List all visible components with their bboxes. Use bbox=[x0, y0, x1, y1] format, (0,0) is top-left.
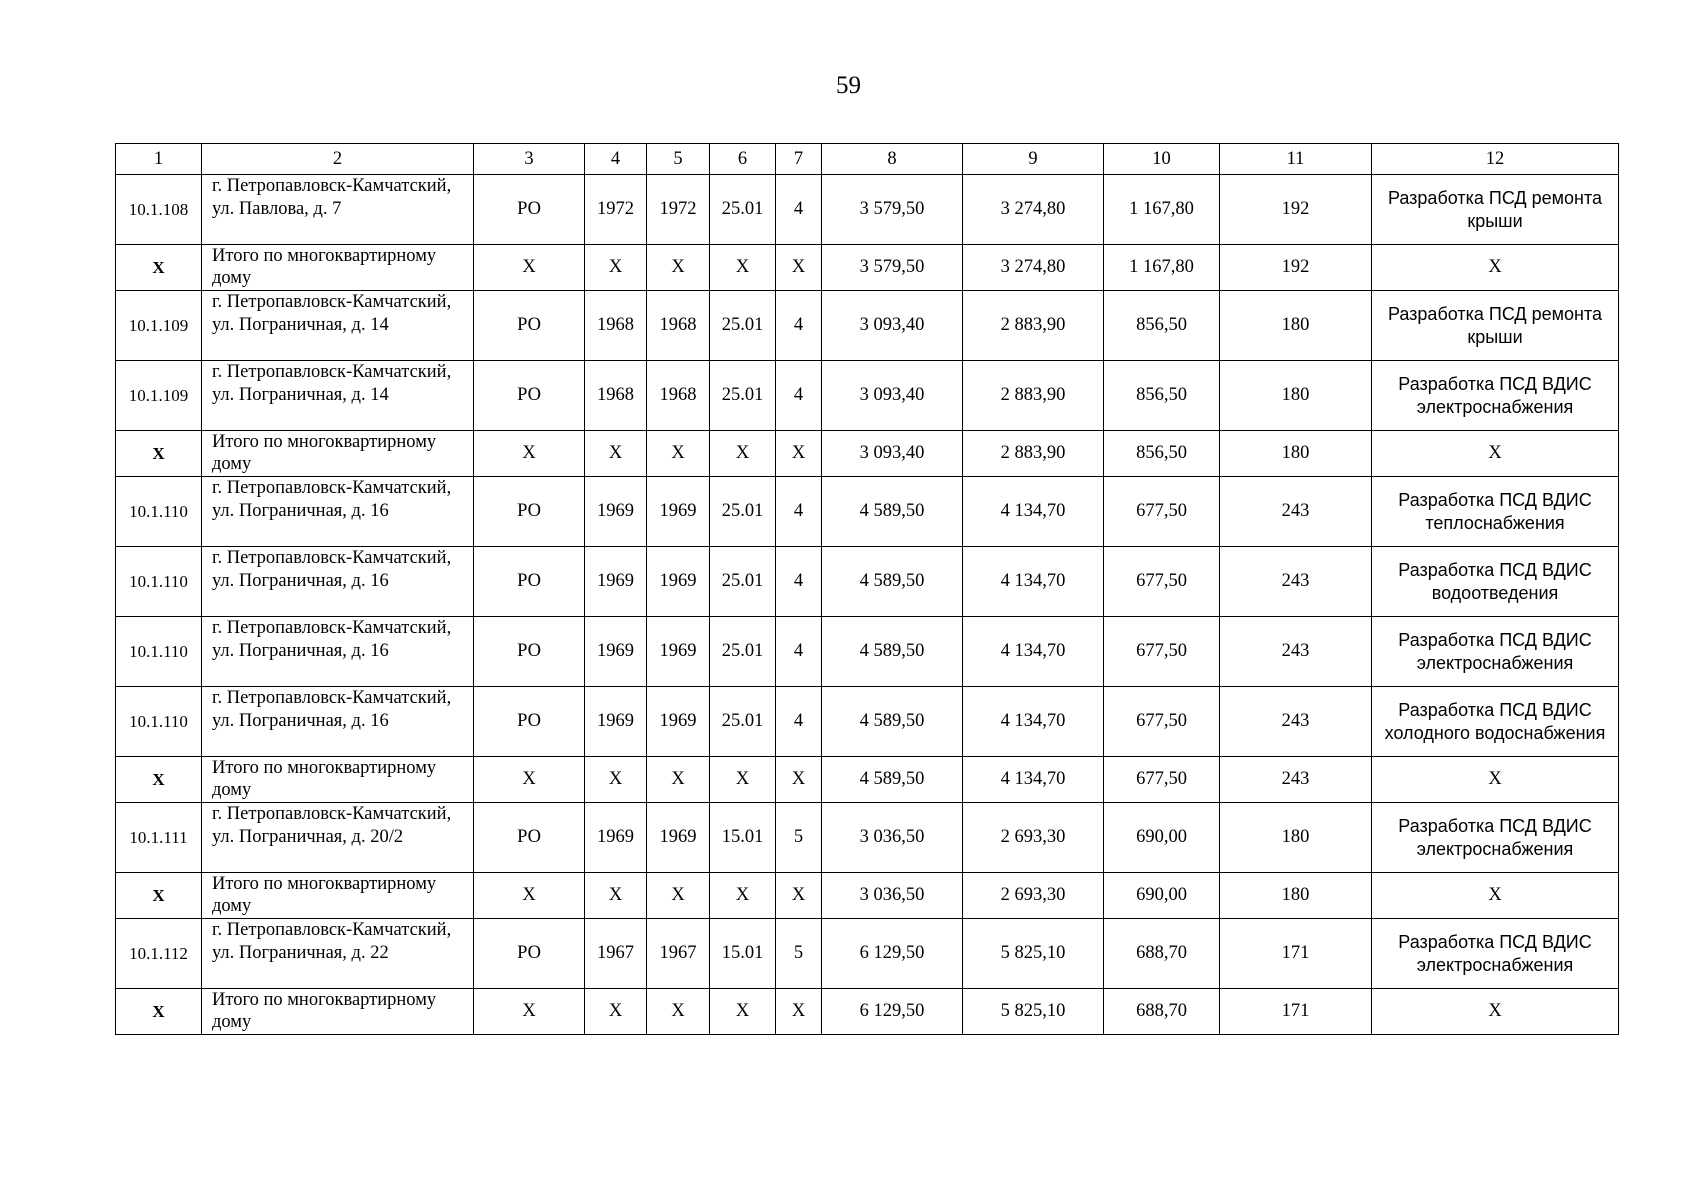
item-number-cell: 10.1.110 bbox=[116, 547, 202, 617]
year-built-cell: 1969 bbox=[585, 617, 647, 687]
table-row bbox=[116, 687, 1619, 757]
address-cell: г. Петропавловск-Камчатский, ул. Пограничная, д. 14 bbox=[202, 361, 474, 431]
year-built-cell: X bbox=[585, 989, 647, 1035]
address-cell: г. Петропавловск-Камчатский, ул. Пограничная, д. 20/2 bbox=[202, 803, 474, 873]
year-commissioned-cell: 1969 bbox=[647, 547, 710, 617]
floors-cell: 4 bbox=[776, 477, 822, 547]
nonresidential-area-cell: 677,50 bbox=[1104, 547, 1220, 617]
residential-area-cell: 5 825,10 bbox=[963, 989, 1104, 1035]
item-number-cell: X bbox=[116, 989, 202, 1035]
floors-cell: X bbox=[776, 757, 822, 803]
work-type-cell: Разработка ПСД ВДИС холодного водоснабжения bbox=[1372, 687, 1619, 757]
wall-material-cell: X bbox=[710, 431, 776, 477]
residential-area-cell: 2 693,30 bbox=[963, 873, 1104, 919]
total-area-cell: 4 589,50 bbox=[822, 617, 963, 687]
floors-cell: X bbox=[776, 431, 822, 477]
year-commissioned-cell: 1968 bbox=[647, 291, 710, 361]
work-type-cell: X bbox=[1372, 431, 1619, 477]
item-number-cell: X bbox=[116, 757, 202, 803]
address-cell: г. Петропавловск-Камчатский, ул. Пограничная, д. 16 bbox=[202, 547, 474, 617]
floors-cell: 5 bbox=[776, 919, 822, 989]
address-cell: г. Петропавловск-Камчатский, ул. Пограничная, д. 16 bbox=[202, 617, 474, 687]
wall-material-cell: 25.01 bbox=[710, 477, 776, 547]
year-built-cell: 1968 bbox=[585, 361, 647, 431]
year-built-cell: X bbox=[585, 245, 647, 291]
work-type-cell: Разработка ПСД ВДИС теплоснабжения bbox=[1372, 477, 1619, 547]
work-type-cell: Разработка ПСД ремонта крыши bbox=[1372, 175, 1619, 245]
item-number-cell: X bbox=[116, 873, 202, 919]
table-row bbox=[116, 919, 1619, 989]
total-row bbox=[116, 757, 1619, 803]
residential-area-cell: 2 693,30 bbox=[963, 803, 1104, 873]
item-number-cell: 10.1.110 bbox=[116, 687, 202, 757]
total-area-cell: 3 093,40 bbox=[822, 431, 963, 477]
column-header: 3 bbox=[474, 144, 585, 175]
wall-material-cell: 15.01 bbox=[710, 803, 776, 873]
wall-material-cell: 25.01 bbox=[710, 547, 776, 617]
column-header: 4 bbox=[585, 144, 647, 175]
residential-area-cell: 2 883,90 bbox=[963, 361, 1104, 431]
header-row bbox=[116, 144, 1619, 175]
address-cell: г. Петропавловск-Камчатский, ул. Павлова, д. 7 bbox=[202, 175, 474, 245]
year-commissioned-cell: 1967 bbox=[647, 919, 710, 989]
total-area-cell: 3 036,50 bbox=[822, 803, 963, 873]
item-number-cell: 10.1.109 bbox=[116, 291, 202, 361]
total-area-cell: 3 093,40 bbox=[822, 291, 963, 361]
address-cell: Итого по многоквартирному дому bbox=[202, 873, 474, 919]
owner-type-cell: РО bbox=[474, 291, 585, 361]
residents-count-cell: 192 bbox=[1220, 245, 1372, 291]
nonresidential-area-cell: 677,50 bbox=[1104, 687, 1220, 757]
year-commissioned-cell: 1969 bbox=[647, 803, 710, 873]
nonresidential-area-cell: 677,50 bbox=[1104, 757, 1220, 803]
table-row bbox=[116, 617, 1619, 687]
nonresidential-area-cell: 1 167,80 bbox=[1104, 175, 1220, 245]
total-row bbox=[116, 431, 1619, 477]
floors-cell: X bbox=[776, 245, 822, 291]
wall-material-cell: 25.01 bbox=[710, 291, 776, 361]
table-row bbox=[116, 477, 1619, 547]
residents-count-cell: 243 bbox=[1220, 617, 1372, 687]
residential-area-cell: 5 825,10 bbox=[963, 919, 1104, 989]
address-cell: г. Петропавловск-Камчатский, ул. Пограничная, д. 16 bbox=[202, 687, 474, 757]
owner-type-cell: X bbox=[474, 245, 585, 291]
work-type-cell: Разработка ПСД ВДИС электроснабжения bbox=[1372, 803, 1619, 873]
residential-area-cell: 4 134,70 bbox=[963, 547, 1104, 617]
total-row bbox=[116, 989, 1619, 1035]
wall-material-cell: 15.01 bbox=[710, 919, 776, 989]
item-number-cell: 10.1.110 bbox=[116, 477, 202, 547]
nonresidential-area-cell: 856,50 bbox=[1104, 291, 1220, 361]
year-built-cell: X bbox=[585, 431, 647, 477]
owner-type-cell: X bbox=[474, 989, 585, 1035]
owner-type-cell: X bbox=[474, 431, 585, 477]
address-cell: Итого по многоквартирному дому bbox=[202, 431, 474, 477]
item-number-cell: 10.1.109 bbox=[116, 361, 202, 431]
year-commissioned-cell: 1969 bbox=[647, 687, 710, 757]
owner-type-cell: X bbox=[474, 757, 585, 803]
floors-cell: X bbox=[776, 989, 822, 1035]
work-type-cell: X bbox=[1372, 757, 1619, 803]
nonresidential-area-cell: 688,70 bbox=[1104, 919, 1220, 989]
residential-area-cell: 4 134,70 bbox=[963, 617, 1104, 687]
column-header: 7 bbox=[776, 144, 822, 175]
item-number-cell: 10.1.108 bbox=[116, 175, 202, 245]
year-built-cell: 1969 bbox=[585, 547, 647, 617]
item-number-cell: X bbox=[116, 245, 202, 291]
floors-cell: 4 bbox=[776, 687, 822, 757]
year-commissioned-cell: 1972 bbox=[647, 175, 710, 245]
residents-count-cell: 180 bbox=[1220, 803, 1372, 873]
table-row bbox=[116, 175, 1619, 245]
work-type-cell: X bbox=[1372, 873, 1619, 919]
nonresidential-area-cell: 677,50 bbox=[1104, 617, 1220, 687]
total-area-cell: 4 589,50 bbox=[822, 547, 963, 617]
column-header: 2 bbox=[202, 144, 474, 175]
address-cell: Итого по многоквартирному дому bbox=[202, 245, 474, 291]
owner-type-cell: РО bbox=[474, 803, 585, 873]
wall-material-cell: X bbox=[710, 245, 776, 291]
table-row bbox=[116, 803, 1619, 873]
year-built-cell: 1972 bbox=[585, 175, 647, 245]
floors-cell: 4 bbox=[776, 175, 822, 245]
floors-cell: 4 bbox=[776, 617, 822, 687]
total-area-cell: 3 093,40 bbox=[822, 361, 963, 431]
nonresidential-area-cell: 856,50 bbox=[1104, 431, 1220, 477]
year-commissioned-cell: X bbox=[647, 431, 710, 477]
total-row bbox=[116, 245, 1619, 291]
address-cell: г. Петропавловск-Камчатский, ул. Пограничная, д. 22 bbox=[202, 919, 474, 989]
residents-count-cell: 243 bbox=[1220, 477, 1372, 547]
year-commissioned-cell: X bbox=[647, 873, 710, 919]
address-cell: г. Петропавловск-Камчатский, ул. Пограничная, д. 14 bbox=[202, 291, 474, 361]
residents-count-cell: 171 bbox=[1220, 919, 1372, 989]
work-type-cell: Разработка ПСД ВДИС электроснабжения bbox=[1372, 919, 1619, 989]
total-area-cell: 4 589,50 bbox=[822, 477, 963, 547]
total-area-cell: 3 579,50 bbox=[822, 245, 963, 291]
residential-area-cell: 2 883,90 bbox=[963, 291, 1104, 361]
nonresidential-area-cell: 1 167,80 bbox=[1104, 245, 1220, 291]
column-header: 10 bbox=[1104, 144, 1220, 175]
item-number-cell: 10.1.110 bbox=[116, 617, 202, 687]
floors-cell: 4 bbox=[776, 547, 822, 617]
address-cell: Итого по многоквартирному дому bbox=[202, 757, 474, 803]
column-header: 8 bbox=[822, 144, 963, 175]
nonresidential-area-cell: 688,70 bbox=[1104, 989, 1220, 1035]
owner-type-cell: РО bbox=[474, 175, 585, 245]
residents-count-cell: 180 bbox=[1220, 291, 1372, 361]
floors-cell: 4 bbox=[776, 361, 822, 431]
total-row bbox=[116, 873, 1619, 919]
item-number-cell: 10.1.111 bbox=[116, 803, 202, 873]
residents-count-cell: 171 bbox=[1220, 989, 1372, 1035]
total-area-cell: 4 589,50 bbox=[822, 687, 963, 757]
repair-program-table bbox=[115, 143, 1619, 1035]
owner-type-cell: РО bbox=[474, 919, 585, 989]
column-header: 6 bbox=[710, 144, 776, 175]
total-area-cell: 4 589,50 bbox=[822, 757, 963, 803]
wall-material-cell: X bbox=[710, 873, 776, 919]
owner-type-cell: РО bbox=[474, 547, 585, 617]
residents-count-cell: 243 bbox=[1220, 757, 1372, 803]
wall-material-cell: X bbox=[710, 989, 776, 1035]
floors-cell: 4 bbox=[776, 291, 822, 361]
column-header: 9 bbox=[963, 144, 1104, 175]
year-built-cell: 1969 bbox=[585, 477, 647, 547]
floors-cell: X bbox=[776, 873, 822, 919]
work-type-cell: Разработка ПСД ВДИС электроснабжения bbox=[1372, 617, 1619, 687]
owner-type-cell: X bbox=[474, 873, 585, 919]
year-commissioned-cell: 1969 bbox=[647, 617, 710, 687]
work-type-cell: X bbox=[1372, 245, 1619, 291]
wall-material-cell: X bbox=[710, 757, 776, 803]
nonresidential-area-cell: 856,50 bbox=[1104, 361, 1220, 431]
work-type-cell: Разработка ПСД ремонта крыши bbox=[1372, 291, 1619, 361]
wall-material-cell: 25.01 bbox=[710, 617, 776, 687]
residents-count-cell: 243 bbox=[1220, 687, 1372, 757]
residential-area-cell: 4 134,70 bbox=[963, 687, 1104, 757]
residential-area-cell: 4 134,70 bbox=[963, 757, 1104, 803]
address-cell: г. Петропавловск-Камчатский, ул. Пограничная, д. 16 bbox=[202, 477, 474, 547]
column-header: 11 bbox=[1220, 144, 1372, 175]
table-row bbox=[116, 547, 1619, 617]
year-built-cell: 1967 bbox=[585, 919, 647, 989]
total-area-cell: 6 129,50 bbox=[822, 989, 963, 1035]
residents-count-cell: 180 bbox=[1220, 431, 1372, 477]
item-number-cell: X bbox=[116, 431, 202, 477]
owner-type-cell: РО bbox=[474, 477, 585, 547]
table-row bbox=[116, 291, 1619, 361]
nonresidential-area-cell: 677,50 bbox=[1104, 477, 1220, 547]
total-area-cell: 3 036,50 bbox=[822, 873, 963, 919]
year-commissioned-cell: 1968 bbox=[647, 361, 710, 431]
page-number: 59 bbox=[836, 72, 861, 99]
owner-type-cell: РО bbox=[474, 687, 585, 757]
column-header: 1 bbox=[116, 144, 202, 175]
owner-type-cell: РО bbox=[474, 617, 585, 687]
year-built-cell: 1968 bbox=[585, 291, 647, 361]
year-built-cell: 1969 bbox=[585, 803, 647, 873]
residents-count-cell: 180 bbox=[1220, 873, 1372, 919]
wall-material-cell: 25.01 bbox=[710, 687, 776, 757]
nonresidential-area-cell: 690,00 bbox=[1104, 873, 1220, 919]
year-built-cell: X bbox=[585, 873, 647, 919]
residential-area-cell: 4 134,70 bbox=[963, 477, 1104, 547]
table-row bbox=[116, 361, 1619, 431]
residential-area-cell: 3 274,80 bbox=[963, 245, 1104, 291]
work-type-cell: X bbox=[1372, 989, 1619, 1035]
column-header: 5 bbox=[647, 144, 710, 175]
year-built-cell: 1969 bbox=[585, 687, 647, 757]
nonresidential-area-cell: 690,00 bbox=[1104, 803, 1220, 873]
residents-count-cell: 192 bbox=[1220, 175, 1372, 245]
residential-area-cell: 2 883,90 bbox=[963, 431, 1104, 477]
wall-material-cell: 25.01 bbox=[710, 361, 776, 431]
year-commissioned-cell: 1969 bbox=[647, 477, 710, 547]
year-commissioned-cell: X bbox=[647, 989, 710, 1035]
owner-type-cell: РО bbox=[474, 361, 585, 431]
item-number-cell: 10.1.112 bbox=[116, 919, 202, 989]
year-built-cell: X bbox=[585, 757, 647, 803]
total-area-cell: 6 129,50 bbox=[822, 919, 963, 989]
residents-count-cell: 180 bbox=[1220, 361, 1372, 431]
year-commissioned-cell: X bbox=[647, 245, 710, 291]
floors-cell: 5 bbox=[776, 803, 822, 873]
total-area-cell: 3 579,50 bbox=[822, 175, 963, 245]
year-commissioned-cell: X bbox=[647, 757, 710, 803]
work-type-cell: Разработка ПСД ВДИС электроснабжения bbox=[1372, 361, 1619, 431]
column-header: 12 bbox=[1372, 144, 1619, 175]
address-cell: Итого по многоквартирному дому bbox=[202, 989, 474, 1035]
work-type-cell: Разработка ПСД ВДИС водоотведения bbox=[1372, 547, 1619, 617]
residents-count-cell: 243 bbox=[1220, 547, 1372, 617]
wall-material-cell: 25.01 bbox=[710, 175, 776, 245]
residential-area-cell: 3 274,80 bbox=[963, 175, 1104, 245]
